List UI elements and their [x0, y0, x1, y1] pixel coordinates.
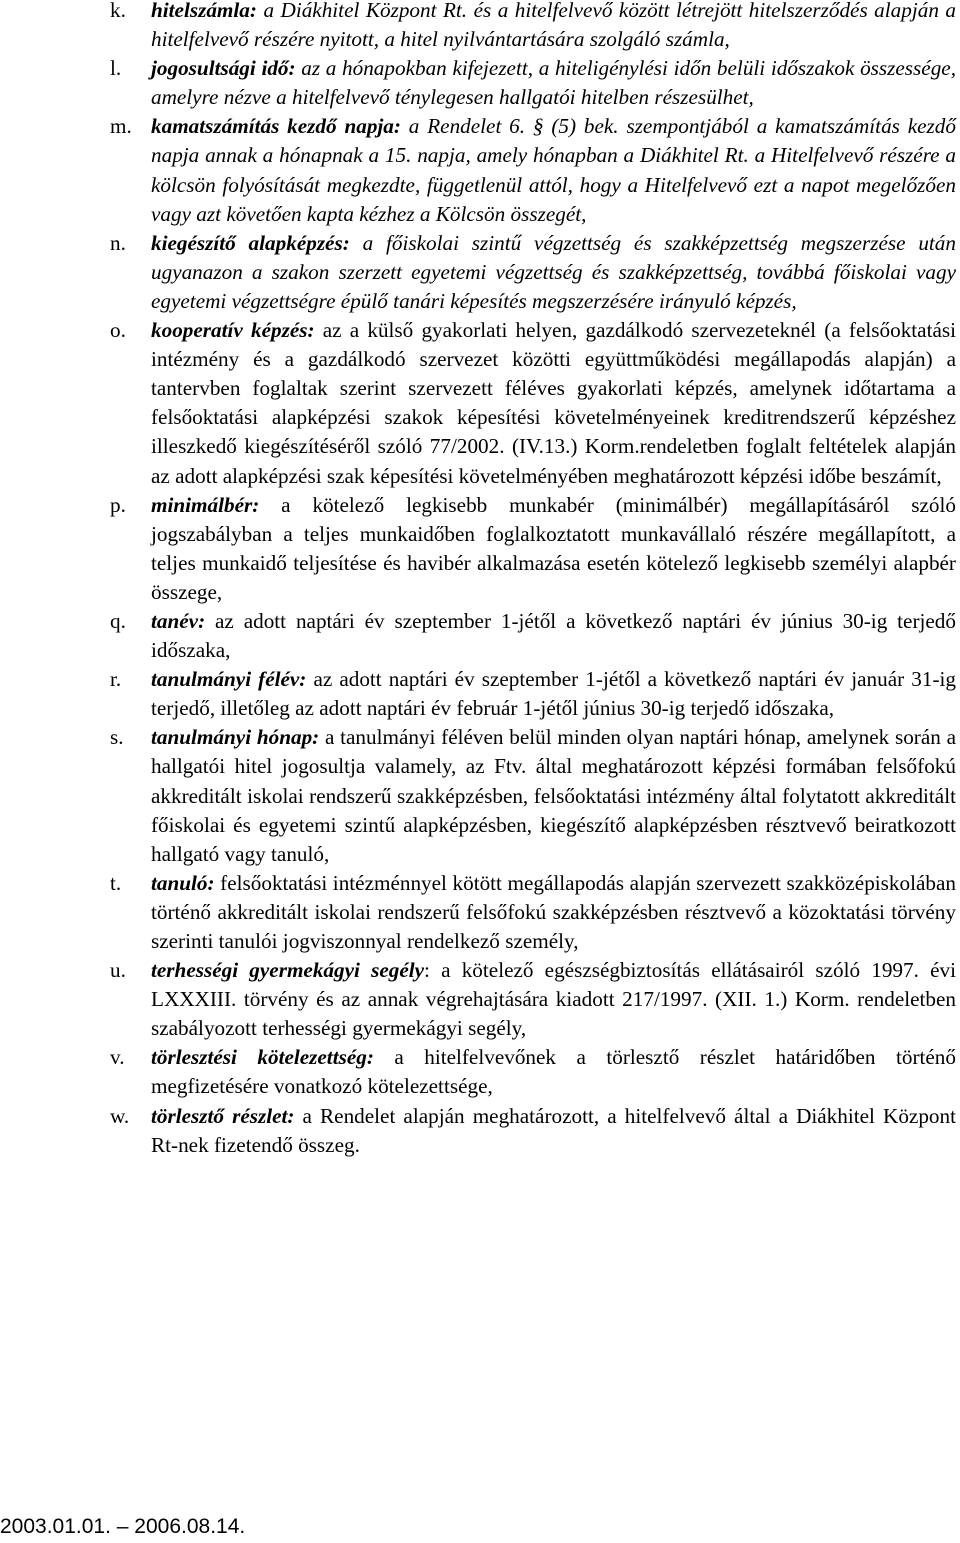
- item-marker: o.: [110, 318, 126, 343]
- definition-item-t: [110, 869, 956, 956]
- definition-body: [151, 491, 956, 607]
- definition-text: a Rendelet 6. § (5) bek. szempontjából a kamatszámítás kezdő napja annak a hónapnak a 15. napja, amely hónapban a Diákhitel Rt. a Hitelfelvevő részére a kölcsön folyósítását megkezdte, függetlenül attól, hogy a Hitelfelvevő ezt a napot megelőzően vagy azt követően kapta kézhez a Kölcsön összegét,: [151, 114, 956, 226]
- item-marker: q.: [110, 608, 126, 633]
- definition-term: törlesztő részlet:: [151, 1103, 295, 1128]
- definition-item-k: [110, 0, 956, 54]
- definition-text: a tanulmányi féléven belül minden olyan naptári hónap, amelynek során a hallgatói hitel jogosultja valamely, az Ftv. által meghatározott képzési formában felsőfokú akkreditált iskolai rendszerű szakképzésben, felsőoktatási intézmény által folytatott akkreditált főiskolai és egyetemi szintű alapképzésben, kiegészítő alapképzésben résztvevő beiratkozott hallgató vagy tanuló,: [151, 725, 956, 866]
- definition-item-n: [110, 229, 956, 316]
- definition-item-u: [110, 956, 956, 1043]
- definition-text: a kötelező legkisebb munkabér (minimálbér) megállapításáról szóló jogszabályban a teljes munkaidőben foglalkoztatott munkavállaló részére megállapított, a teljes munkaidő teljesítése és havibér alkalmazása esetén kötelező legkisebb személyi alapbér összege,: [151, 492, 956, 604]
- footer-date-range: 2003.01.01. – 2006.08.14.: [0, 1515, 246, 1538]
- definition-text: az a hónapokban kifejezett, a hiteligénylési időn belüli időszakok összessége, amelyre nézve a hitelfelvevő ténylegesen hallgatói hitelben részesülhet,: [151, 56, 956, 110]
- definition-item-o: [110, 316, 956, 491]
- definition-text: az adott naptári év szeptember 1-jétől a következő naptári év január 31-ig terjedő, illetőleg az adott naptári év február 1-jétől június 30-ig terjedő időszaka,: [151, 667, 956, 721]
- definition-text: a Diákhitel Központ Rt. és a hitelfelvevő között létrejött hitelszerződés alapján a hitelfelvevő részére nyitott, a hitel nyilvántartására szolgáló számla,: [151, 0, 956, 52]
- item-marker: t.: [110, 870, 122, 895]
- definition-body: [151, 112, 956, 228]
- definition-text: : a kötelező egészségbiztosítás ellátásairól szóló 1997. évi LXXXIII. törvény és az annak végrehajtására kiadott 217/1997. (XII. 1.) Korm. rendeletben szabályozott terhességi gyermekágyi segély,: [151, 958, 956, 1041]
- definition-text: a főiskolai szintű végzettség és szakképzettség megszerzése után ugyanazon a szakon szerzett egyetemi végzettség és szakképzettség, továbbá főiskolai vagy egyetemi végzettségre épülő tanári képesítés megszerzésére irányuló képzés,: [151, 230, 956, 313]
- definition-term: kamatszámítás kezdő napja:: [151, 114, 401, 139]
- definition-body: [151, 607, 956, 665]
- definition-body: [151, 54, 956, 112]
- definition-item-w: [110, 1102, 956, 1160]
- definition-item-q: [110, 607, 956, 665]
- item-marker: r.: [110, 667, 122, 692]
- definition-text: az a külső gyakorlati helyen, gazdálkodó szervezeteknél (a felsőoktatási intézmény és a gazdálkodó szervezet közötti együttműködési megállapodás alapján) a tantervben foglaltak szerint szervezett féléves gyakorlati képzés, amelynek időtartama a felsőoktatási alapképzési szakok képesítési követelményeinek kreditrendszerű képzéshez illeszkedő kiegészítéséről szóló 77/2002. (IV.13.) Korm.rendeletben foglalt feltételek alapján az adott alapképzési szak képesítési követelményében meghatározott képzési időbe beszámít,: [151, 318, 957, 488]
- definition-list: [110, 0, 956, 1160]
- definition-item-p: [110, 491, 956, 607]
- item-marker: p.: [110, 492, 126, 517]
- definition-body: [151, 0, 956, 54]
- definition-term: terhességi gyermekágyi segély: [151, 958, 425, 983]
- definition-body: [151, 869, 956, 956]
- item-marker: m.: [110, 114, 132, 139]
- definition-term: minimálbér:: [151, 492, 260, 517]
- definition-body: [151, 665, 956, 723]
- definition-text: felsőoktatási intézménnyel kötött megállapodás alapján szervezett szakközépiskolában történő akkreditált iskolai rendszerű felsőfokú szakképzésben résztvevő a közoktatási törvény szerinti tanulói jogviszonnyal rendelkező személy,: [151, 870, 956, 953]
- definition-body: [151, 723, 956, 868]
- definition-item-v: [110, 1043, 956, 1101]
- definition-term: kiegészítő alapképzés:: [151, 230, 350, 255]
- item-marker: s.: [110, 725, 124, 750]
- definition-term: kooperatív képzés:: [151, 318, 315, 343]
- definition-item-m: [110, 112, 956, 228]
- definition-body: [151, 1102, 956, 1160]
- definition-body: [151, 1043, 956, 1101]
- definition-item-s: [110, 723, 956, 868]
- definition-term: törlesztési kötelezettség:: [151, 1045, 374, 1070]
- definition-item-r: [110, 665, 956, 723]
- definition-text: a hitelfelvevőnek a törlesztő részlet határidőben történő megfizetésére vonatkozó kötelezettsége,: [151, 1045, 956, 1099]
- definition-text: az adott naptári év szeptember 1-jétől a következő naptári év június 30-ig terjedő időszaka,: [151, 608, 956, 663]
- definition-item-l: [110, 54, 956, 112]
- definition-term: tanulmányi félév:: [151, 667, 307, 692]
- definition-text: a Rendelet alapján meghatározott, a hitelfelvevő által a Diákhitel Központ Rt-nek fizetendő összeg.: [151, 1103, 956, 1157]
- item-marker: u.: [110, 958, 126, 983]
- item-marker: w.: [110, 1103, 130, 1128]
- item-marker: k.: [110, 0, 126, 22]
- definition-term: tanév:: [151, 608, 206, 633]
- definition-body: [151, 956, 956, 1043]
- definition-term: hitelszámla:: [151, 0, 257, 22]
- definition-term: tanulmányi hónap:: [151, 725, 320, 750]
- item-marker: n.: [110, 230, 126, 255]
- definition-term: jogosultsági idő:: [151, 56, 296, 81]
- definition-term: tanuló:: [151, 870, 215, 895]
- item-marker: l.: [110, 56, 122, 81]
- definition-body: [151, 229, 956, 316]
- item-marker: v.: [110, 1045, 125, 1070]
- definition-body: [151, 316, 956, 491]
